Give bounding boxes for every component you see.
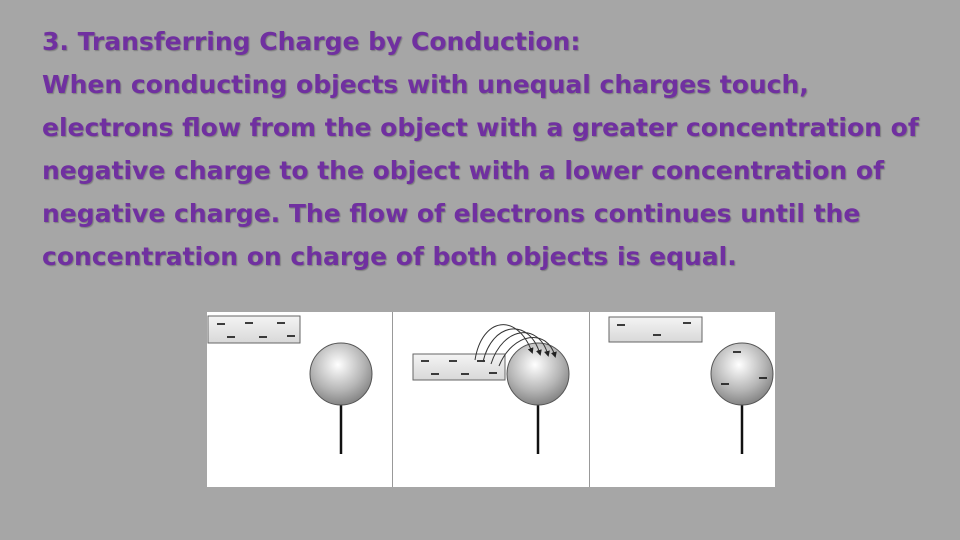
slide-body: When conducting objects with unequal charges touch, electrons flow from the object with a greater concentration of negative charge to the object with a lower concentration of negative charge. The flow of electrons continues until the concentration on charge of both objects is equal. — [42, 70, 919, 271]
panel-after-contact — [590, 312, 775, 487]
panel-background — [393, 312, 589, 487]
metal-sphere — [507, 343, 569, 405]
conduction-diagram — [207, 312, 775, 487]
slide-text-block — [42, 20, 947, 278]
charged-plate — [413, 354, 505, 380]
panel-divider — [589, 312, 590, 487]
charged-plate — [208, 316, 300, 343]
panel-during-contact — [393, 312, 589, 487]
panel-before-contact — [207, 312, 392, 487]
slide-title: 3. Transferring Charge by Conduction: — [42, 27, 581, 56]
metal-sphere — [711, 343, 773, 405]
panel-divider — [392, 312, 393, 487]
conduction-diagram-svg — [207, 312, 775, 487]
metal-sphere — [310, 343, 372, 405]
charged-plate — [609, 317, 702, 342]
